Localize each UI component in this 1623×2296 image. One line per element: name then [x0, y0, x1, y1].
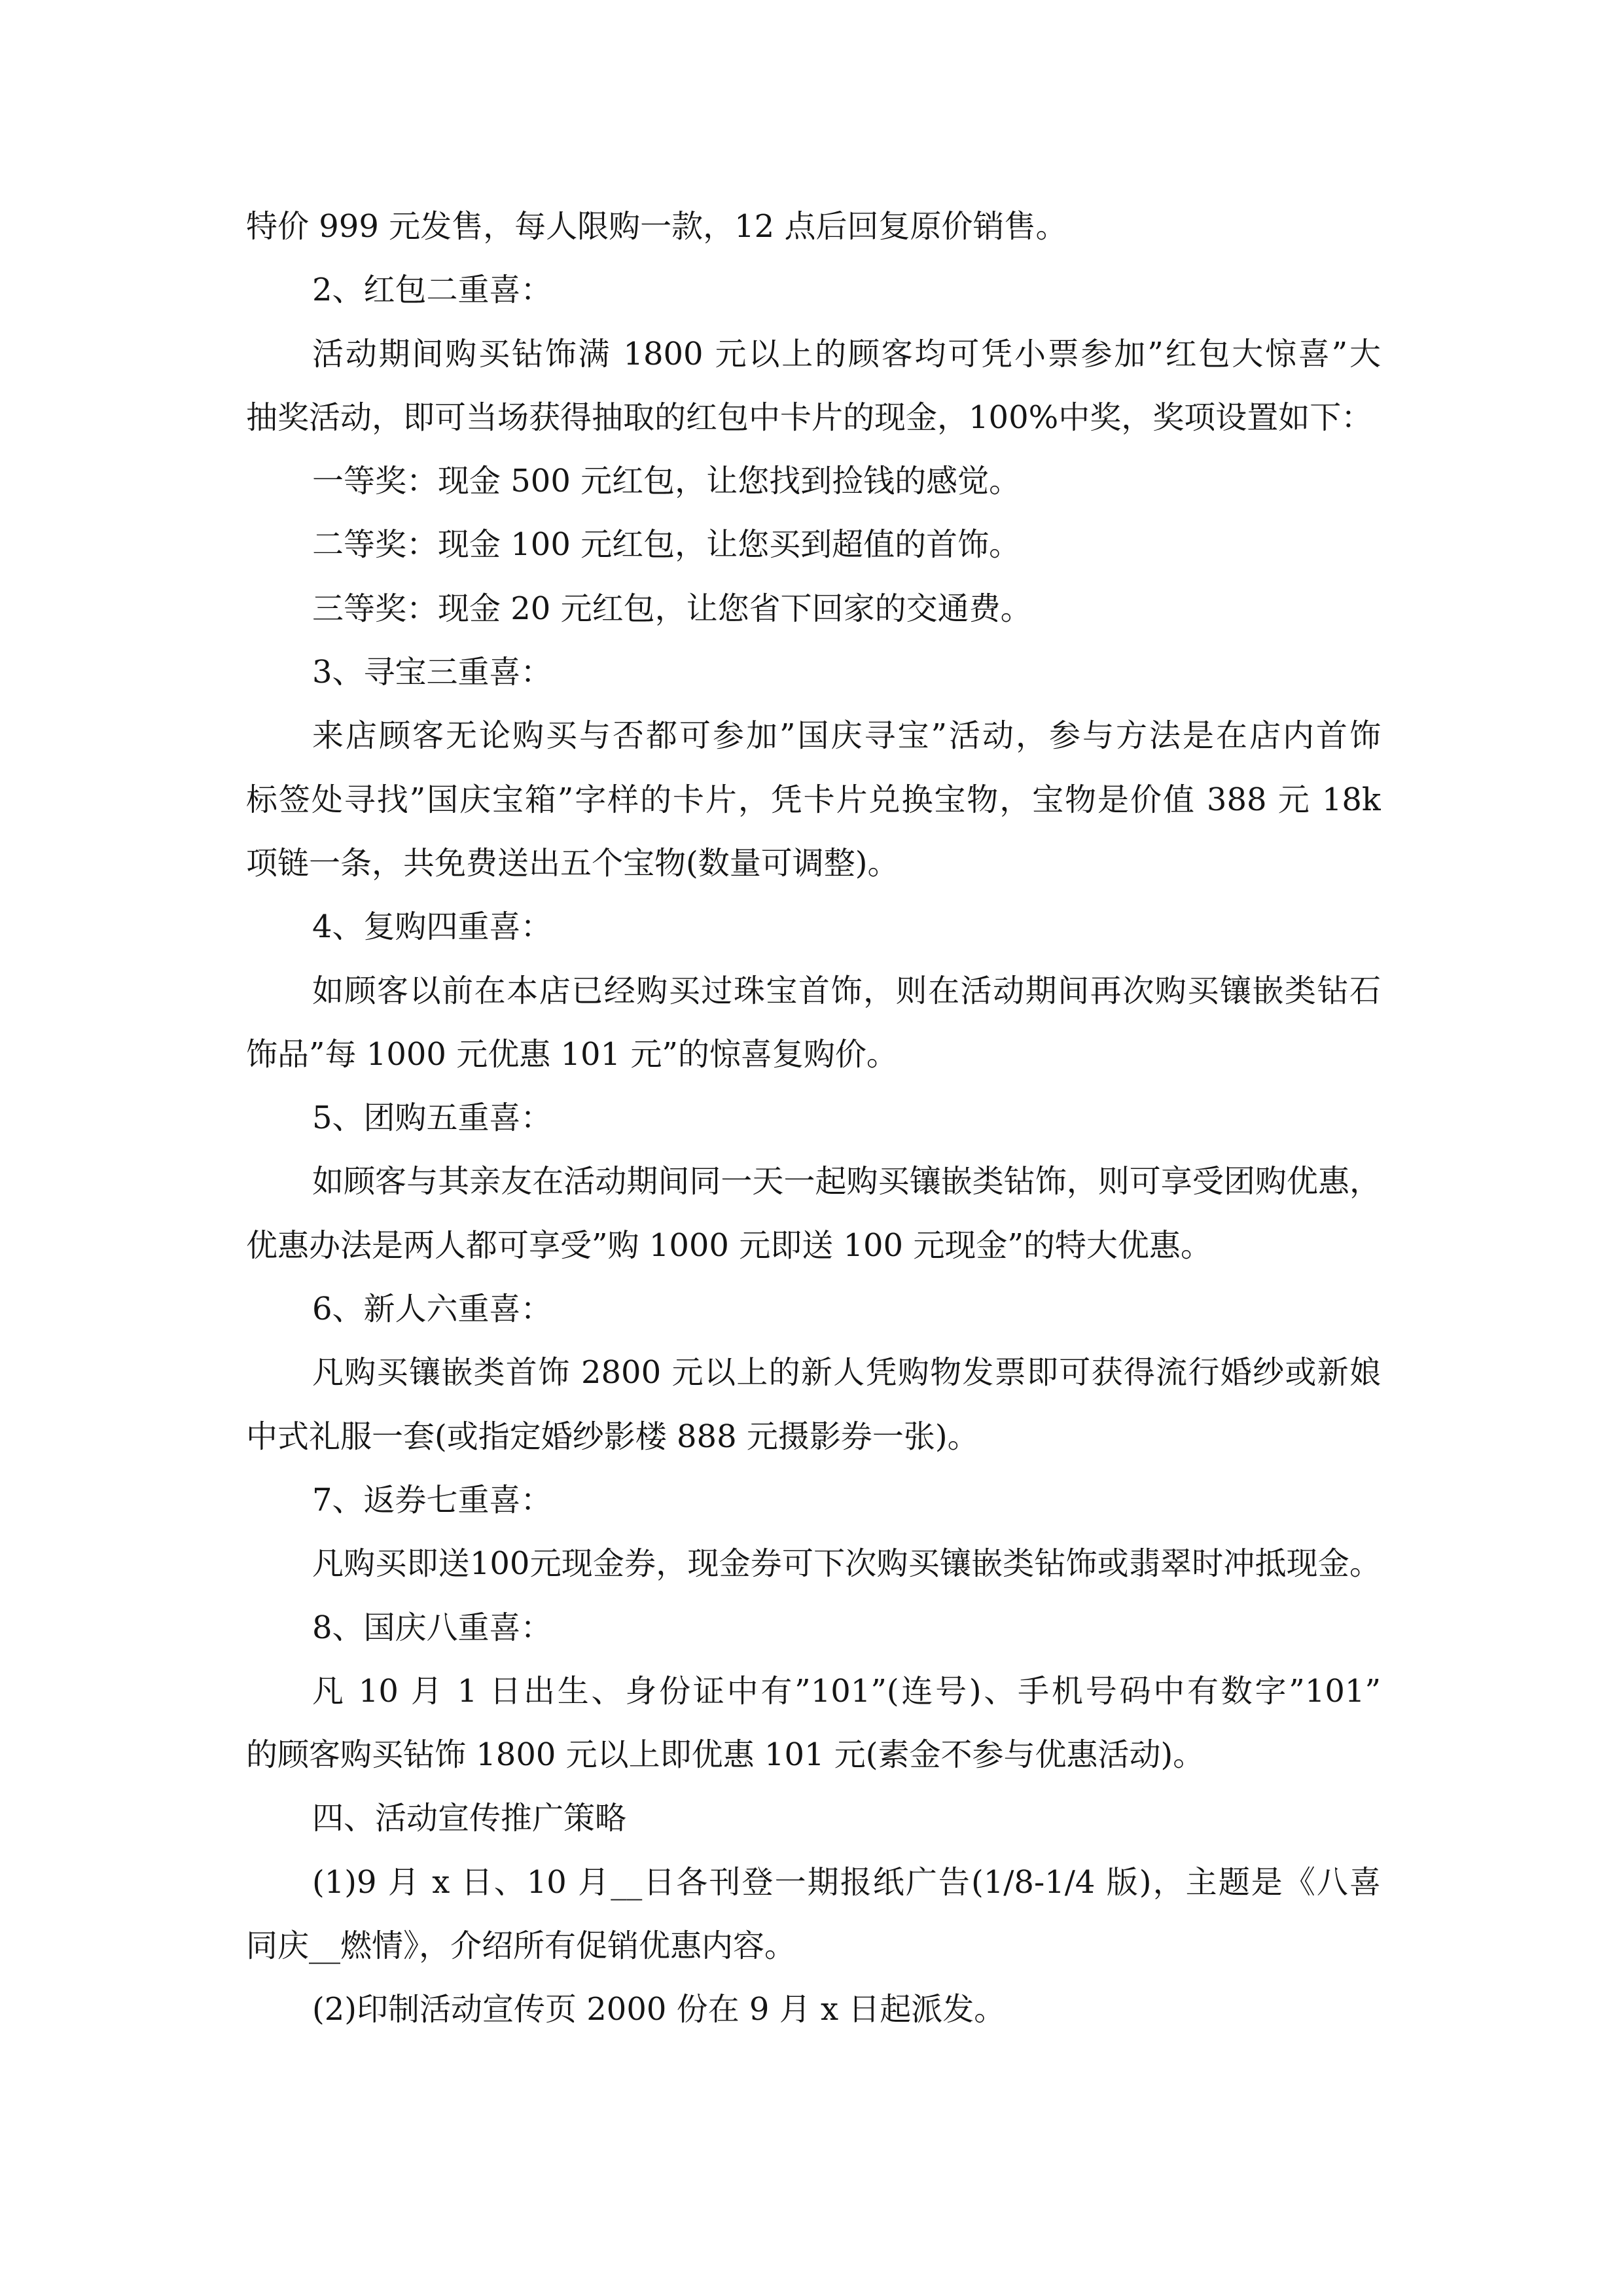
paragraph-line: (1)9 月 x 日、10 月__日各刊登一期报纸广告(1/8-1/4 版)，主题是《八喜: [312, 1863, 1381, 1901]
paragraph-line: 同庆__燃情》，介绍所有促销优惠内容。: [246, 1928, 796, 1965]
paragraph-line: 如顾客以前在本店已经购买过珠宝首饰，则在活动期间再次购买镶嵌类钻石: [312, 972, 1381, 1009]
paragraph-line: 如顾客与其亲友在活动期间同一天一起购买镶嵌类钻饰，则可享受团购优惠，: [312, 1163, 1381, 1200]
paragraph-line: 优惠办法是两人都可享受”购 1000 元即送 100 元现金”的特大优惠。: [246, 1227, 1212, 1264]
sub-heading-line: 6、新人六重喜：: [312, 1291, 552, 1328]
paragraph-line: 抽奖活动，即可当场获得抽取的红包中卡片的现金，100%中奖，奖项设置如下：: [246, 399, 1373, 436]
sub-heading-red-envelope: [246, 259, 1381, 322]
paragraph-line: 凡购买镶嵌类首饰 2800 元以上的新人凭购物发票即可获得流行婚纱或新娘: [312, 1354, 1381, 1391]
paragraph: [246, 704, 1381, 895]
paragraph-line: 中式礼服一套(或指定婚纱影楼 888 元摄影券一张)。: [246, 1418, 979, 1455]
sub-heading-national-day: [246, 1596, 1381, 1660]
paragraph-line: 二等奖：现金 100 元红包，让您买到超值的首饰。: [312, 526, 1021, 564]
sub-heading-line: 8、国庆八重喜：: [312, 1609, 552, 1646]
paragraph: [246, 1851, 1381, 1979]
section-heading: [246, 1787, 1381, 1850]
paragraph-line: 一等奖：现金 500 元红包，让您找到捡钱的感觉。: [312, 463, 1021, 500]
sub-heading-repurchase: [246, 895, 1381, 959]
paragraph-line: 饰品”每 1000 元优惠 101 元”的惊喜复购价。: [246, 1035, 898, 1073]
prize-first: [246, 450, 1381, 513]
paragraph-line: 特价 999 元发售，每人限购一款，12 点后回复原价销售。: [246, 208, 1067, 245]
paragraph-line: 标签处寻找”国庆宝箱”字样的卡片，凭卡片兑换宝物，宝物是价值 388 元 18k: [246, 781, 1381, 818]
sub-heading-line: 7、返券七重喜：: [312, 1481, 552, 1518]
sub-heading-newlyweds: [246, 1278, 1381, 1341]
sub-heading-treasure: [246, 641, 1381, 704]
paragraph-line: 项链一条，共免费送出五个宝物(数量可调整)。: [246, 844, 899, 882]
paragraph: [246, 323, 1381, 450]
sub-heading-group-buy: [246, 1086, 1381, 1150]
sub-heading-line: 5、团购五重喜：: [312, 1100, 552, 1137]
paragraph-line: 三等奖：现金 20 元红包，让您省下回家的交通费。: [312, 590, 1032, 627]
paragraph-continued: [246, 195, 1381, 259]
paragraph: [246, 1978, 1381, 2041]
paragraph-line: 凡购买即送100元现金券，现金券可下次购买镶嵌类钻饰或翡翠时冲抵现金。: [312, 1545, 1381, 1583]
sub-heading-line: 4、复购四重喜：: [312, 908, 552, 946]
paragraph-line: 的顾客购买钻饰 1800 元以上即优惠 101 元(素金不参与优惠活动)。: [246, 1736, 1205, 1774]
paragraph: [246, 1532, 1381, 1596]
paragraph: [246, 1660, 1381, 1787]
prize-third: [246, 577, 1381, 641]
paragraph-line: 活动期间购买钻饰满 1800 元以上的顾客均可凭小票参加”红包大惊喜”大: [312, 335, 1381, 372]
paragraph-line: (2)印制活动宣传页 2000 份在 9 月 x 日起派发。: [312, 1991, 1006, 2028]
paragraph: [246, 1341, 1381, 1469]
paragraph: [246, 960, 1381, 1087]
prize-second: [246, 513, 1381, 577]
paragraph: [246, 1150, 1381, 1278]
sub-heading-coupon: [246, 1469, 1381, 1532]
sub-heading-line: 3、寻宝三重喜：: [312, 654, 552, 691]
paragraph-line: 来店顾客无论购买与否都可参加”国庆寻宝”活动，参与方法是在店内首饰: [312, 717, 1381, 755]
sub-heading-line: 2、红包二重喜：: [312, 272, 552, 309]
paragraph-line: 凡 10 月 1 日出生、身份证中有”101”(连号)、手机号码中有数字”101”: [312, 1672, 1381, 1710]
section-heading-line: 四、活动宣传推广策略: [312, 1800, 627, 1837]
